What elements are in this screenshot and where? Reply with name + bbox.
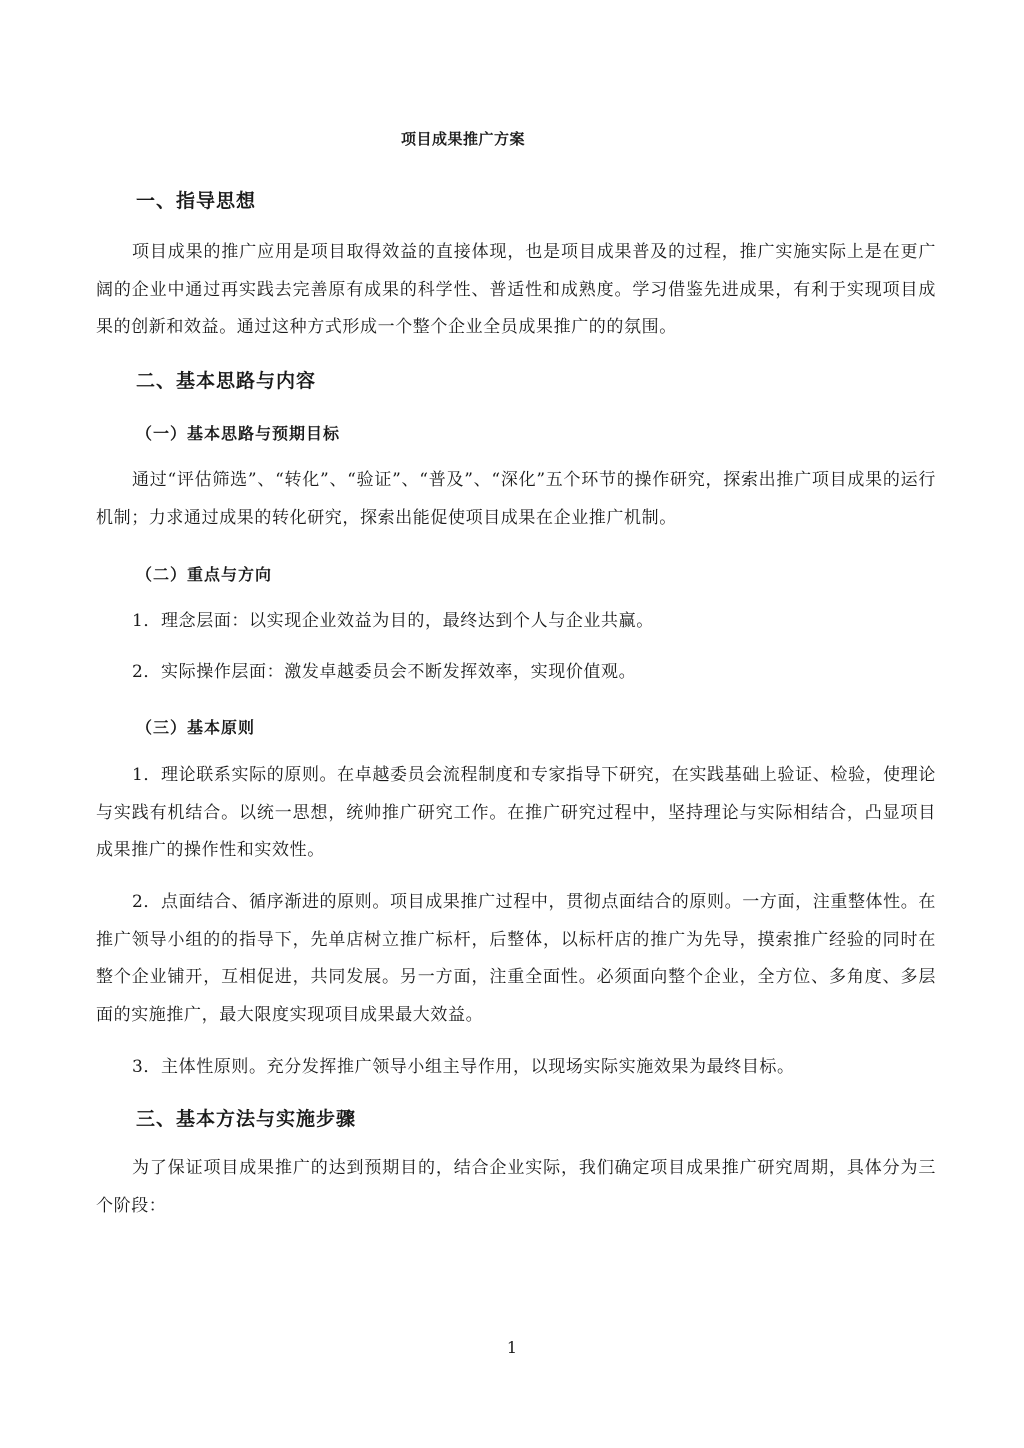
subheading-ideas-and-goals: （一）基本思路与预期目标 [136,424,341,443]
paragraph-guiding-ideology: 项目成果的推广应用是项目取得效益的直接体现，也是项目成果普及的过程，推广实施实际上是在更广阔的企业中通过再实践去完善原有成果的科学性、普适性和成熟度。学习借鉴先进成果，有利于实现项目成果的创新和效益。通过这种方式形成一个整个企业全员成果推广的的氛围。 [96,242,936,337]
section-heading-methods-steps: 三、基本方法与实施步骤 [136,1108,357,1130]
list-item-principle-point-surface: 2．点面结合、循序渐进的原则。项目成果推广过程中，贯彻点面结合的原则。一方面，注重整体性。在推广领导小组的的指导下，先单店树立推广标杆，后整体，以标杆店的推广为先导，摸索推广经验的同时在整个企业铺开，互相促进，共同发展。另一方面，注重全面性。必须面向整个企业，全方位、多角度、多层面的实施推广，最大限度实现项目成果最大效益。 [96,892,936,1025]
list-item-operation-level: 2．实际操作层面：激发卓越委员会不断发挥效率，实现价值观。 [132,662,637,682]
document-title: 项目成果推广方案 [400,130,525,148]
list-item-principle-subject: 3．主体性原则。充分发挥推广领导小组主导作用，以现场实际实施效果为最终目标。 [132,1057,795,1077]
paragraph-ideas-and-goals: 通过“评估筛选”、“转化”、“验证”、“普及”、“深化”五个环节的操作研究，探索出推广项目成果的运行机制；力求通过成果的转化研究，探索出能促使项目成果在企业推广机制。 [96,470,936,528]
list-item-principle-theory: 1．理论联系实际的原则。在卓越委员会流程制度和专家指导下研究，在实践基础上验证、检验，使理论与实践有机结合。以统一思想，统帅推广研究工作。在推广研究过程中，坚持理论与实际相结合，凸显项目成果推广的操作性和实效性。 [96,765,936,860]
section-heading-guiding-ideology: 一、指导思想 [136,190,257,212]
page-number: 1 [506,1338,518,1357]
section-heading-basic-ideas: 二、基本思路与内容 [136,370,317,392]
paragraph-methods-steps: 为了保证项目成果推广的达到预期目的，结合企业实际，我们确定项目成果推广研究周期，具体分为三个阶段： [96,1158,936,1216]
list-item-concept-level: 1．理念层面：以实现企业效益为目的，最终达到个人与企业共赢。 [132,611,654,631]
subheading-basic-principles: （三）基本原则 [136,718,256,737]
subheading-focus-and-direction: （二）重点与方向 [136,565,273,584]
